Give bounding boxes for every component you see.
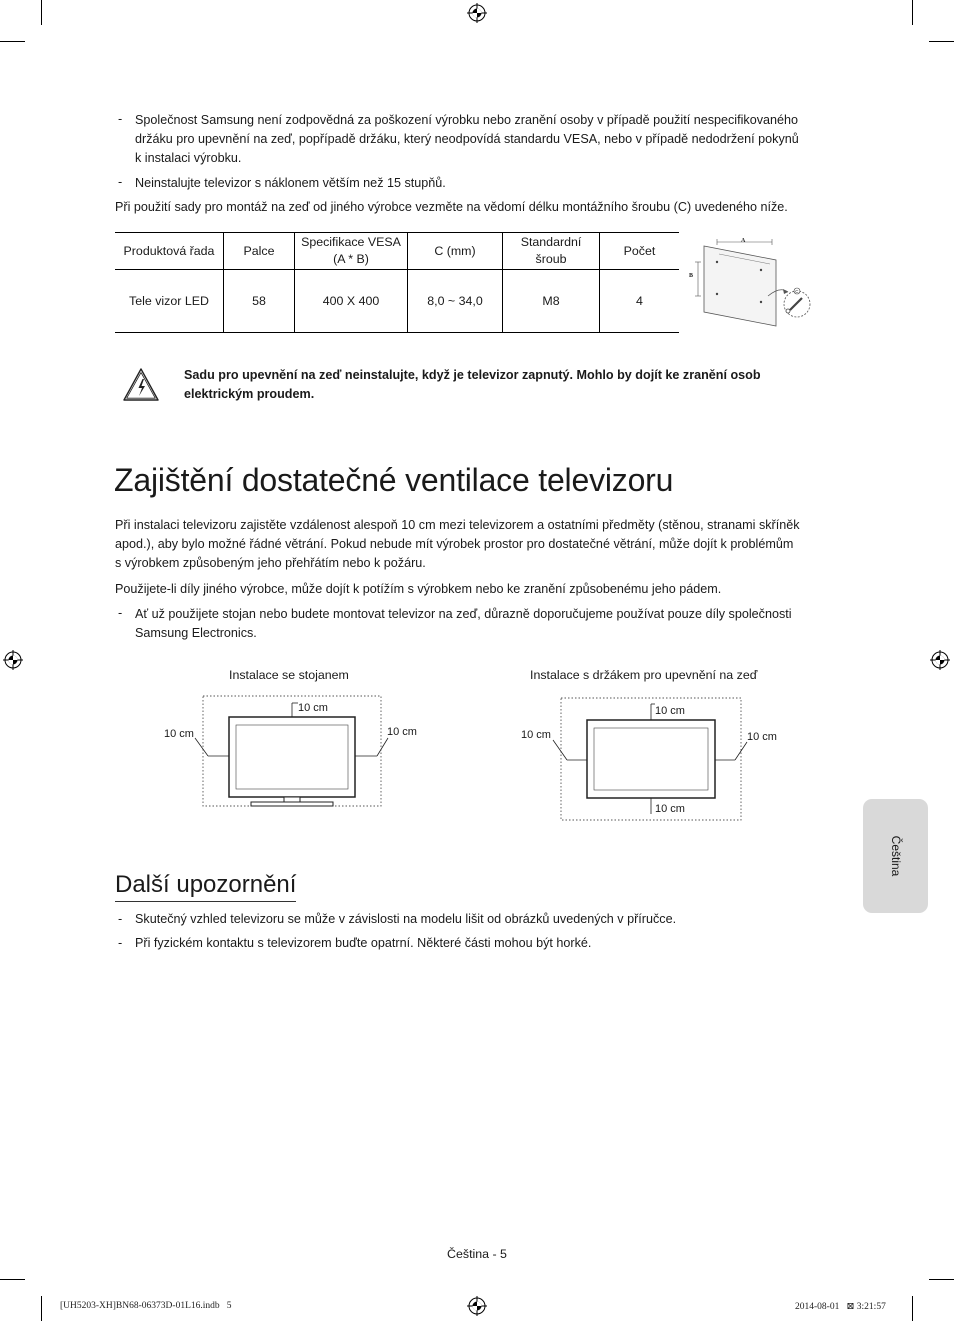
paragraph-line: apod.), aby bylo možné řádné větrání. Pokud nebude mít výrobek prostor pro dostatečné větrání, může dojít k problémům (115, 537, 794, 551)
warning-line: Sadu pro upevnění na zeď neinstalujte, když je televizor zapnutý. Mohlo by dojít ke zranění osob (184, 368, 761, 382)
crop-mark (912, 0, 913, 25)
clearance-left-label: 10 cm (521, 729, 551, 741)
bullet-dash: - (118, 175, 123, 189)
vesa-hole (760, 301, 762, 303)
table-header: C (mm) (408, 233, 503, 270)
ventilation-paragraph-2: Použijete-li díly jiného výrobce, může dojít k potížím s výrobkem nebo ke zranění způsobenému jeho pádem. (115, 582, 722, 596)
table-header-line: (A * B) (333, 252, 369, 266)
crop-mark (41, 0, 42, 25)
table-header: Produktová řada (115, 233, 224, 270)
tv-screen-outline (587, 720, 715, 798)
table-cell: 58 (224, 270, 295, 333)
bullet-line: Samsung Electronics. (135, 626, 257, 640)
registration-mark-icon (930, 650, 950, 670)
crop-mark (41, 1296, 42, 1321)
tv-screen-outline (229, 717, 355, 797)
footer-timestamp: 2014-08-01 ⊠ 3:21:57 (795, 1302, 886, 1312)
stand-diagram-caption: Instalace se stojanem (229, 668, 349, 682)
stand-installation-diagram (150, 690, 420, 820)
bullet-line: Ať už použijete stojan nebo budete montovat televizor na zeď, důrazně doporučujeme používat pouze díly společnosti (135, 607, 792, 621)
intro-bullet-1-line: Společnost Samsung není zodpovědná za poškození výrobku nebo zranění osoby v případě použití nespecifikovaného (135, 113, 799, 127)
intro-bullet-1-line: k instalaci výrobku. (135, 151, 242, 165)
clearance-right-label: 10 cm (387, 726, 417, 738)
table-header (503, 233, 600, 270)
clearance-top-label: 10 cm (655, 705, 685, 717)
table-header-line: šroub (535, 252, 567, 266)
bullet-dash: - (118, 112, 123, 126)
clearance-top-label: 10 cm (298, 702, 328, 714)
table-header: Palce (224, 233, 295, 270)
dimension-c-label: C (795, 289, 799, 294)
clearance-bottom-label: 10 cm (655, 803, 685, 815)
table-header (295, 233, 408, 270)
section-title: Zajištění dostatečné ventilace televizoru (114, 462, 674, 498)
intro-note: Při použití sady pro montáž na zeď od jiného výrobce vezměte na vědomí délku montážního šroubu (C) uvedeného níže. (115, 200, 788, 214)
page-number: Čeština - 5 (447, 1247, 507, 1261)
table-header-line: Specifikace VESA (301, 235, 401, 249)
wall-diagram-caption: Instalace s držákem pro upevnění na zeď (530, 668, 758, 682)
table-cell: M8 (503, 270, 600, 333)
ventilation-paragraph-1 (115, 516, 800, 573)
crop-mark (912, 1296, 913, 1321)
crop-mark (929, 1279, 954, 1280)
dimension-a-label: A (741, 238, 746, 244)
warning-line: elektrickým proudem. (184, 387, 315, 401)
crop-mark (929, 41, 954, 42)
intro-bullet-1 (135, 111, 835, 168)
table-cell: 400 X 400 (295, 270, 408, 333)
vesa-hole (716, 293, 718, 295)
vesa-hole (760, 269, 762, 271)
paragraph-line: s výrobkem způsobeným jeho přehřátím nebo k požáru. (115, 556, 426, 570)
table-row (115, 270, 679, 333)
other-bullet-2: Při fyzickém kontaktu s televizorem buďte opatrní. Některé části mohou být horké. (135, 936, 592, 950)
vesa-spec-table (115, 232, 679, 333)
table-cell: Tele vizor LED (115, 270, 224, 333)
electric-shock-warning-icon (122, 367, 160, 403)
crop-mark (0, 1279, 25, 1280)
table-header: Počet (600, 233, 680, 270)
bullet-dash: - (118, 936, 123, 950)
other-bullet-1: Skutečný vzhled televizoru se může v závislosti na modelu lišit od obrázků uvedených v příručce. (135, 912, 677, 926)
registration-mark-icon (467, 3, 487, 23)
intro-bullet-1-line: držáku pro upevnění na zeď, popřípadě držáku, který neodpovídá standardu VESA, nebo v případě nedodržení pokynů (135, 132, 799, 146)
subsection-title: Další upozornění (115, 870, 296, 902)
registration-mark-icon (467, 1296, 487, 1316)
footer-file-name: [UH5203-XH]BN68-06373D-01L16.indb 5 (60, 1301, 232, 1311)
table-cell: 4 (600, 270, 680, 333)
clearance-right-label: 10 cm (747, 731, 777, 743)
registration-mark-icon (3, 650, 23, 670)
paragraph-line: Při instalaci televizoru zajistěte vzdálenost alespoň 10 cm mezi televizorem a ostatními předměty (stěnou, stranami skříněk (115, 518, 800, 532)
table-cell: 8,0 ~ 34,0 (408, 270, 503, 333)
wall-installation-diagram (515, 690, 785, 825)
bullet-dash: - (118, 606, 123, 620)
language-tab-label: Čeština (888, 835, 903, 877)
vesa-hole (716, 261, 718, 263)
bullet-dash: - (118, 912, 123, 926)
warning-text (184, 366, 761, 404)
table-header-row (115, 233, 679, 270)
language-side-tab (863, 799, 928, 913)
crop-mark (0, 41, 25, 42)
table-header-line: Standardní (520, 235, 582, 249)
ventilation-bullet (135, 605, 792, 643)
dimension-b-label: B (689, 273, 694, 279)
wall-mount-diagram (684, 234, 814, 330)
intro-bullet-2: Neinstalujte televizor s náklonem větším než 15 stupňů. (135, 176, 446, 190)
clearance-left-label: 10 cm (164, 728, 194, 740)
